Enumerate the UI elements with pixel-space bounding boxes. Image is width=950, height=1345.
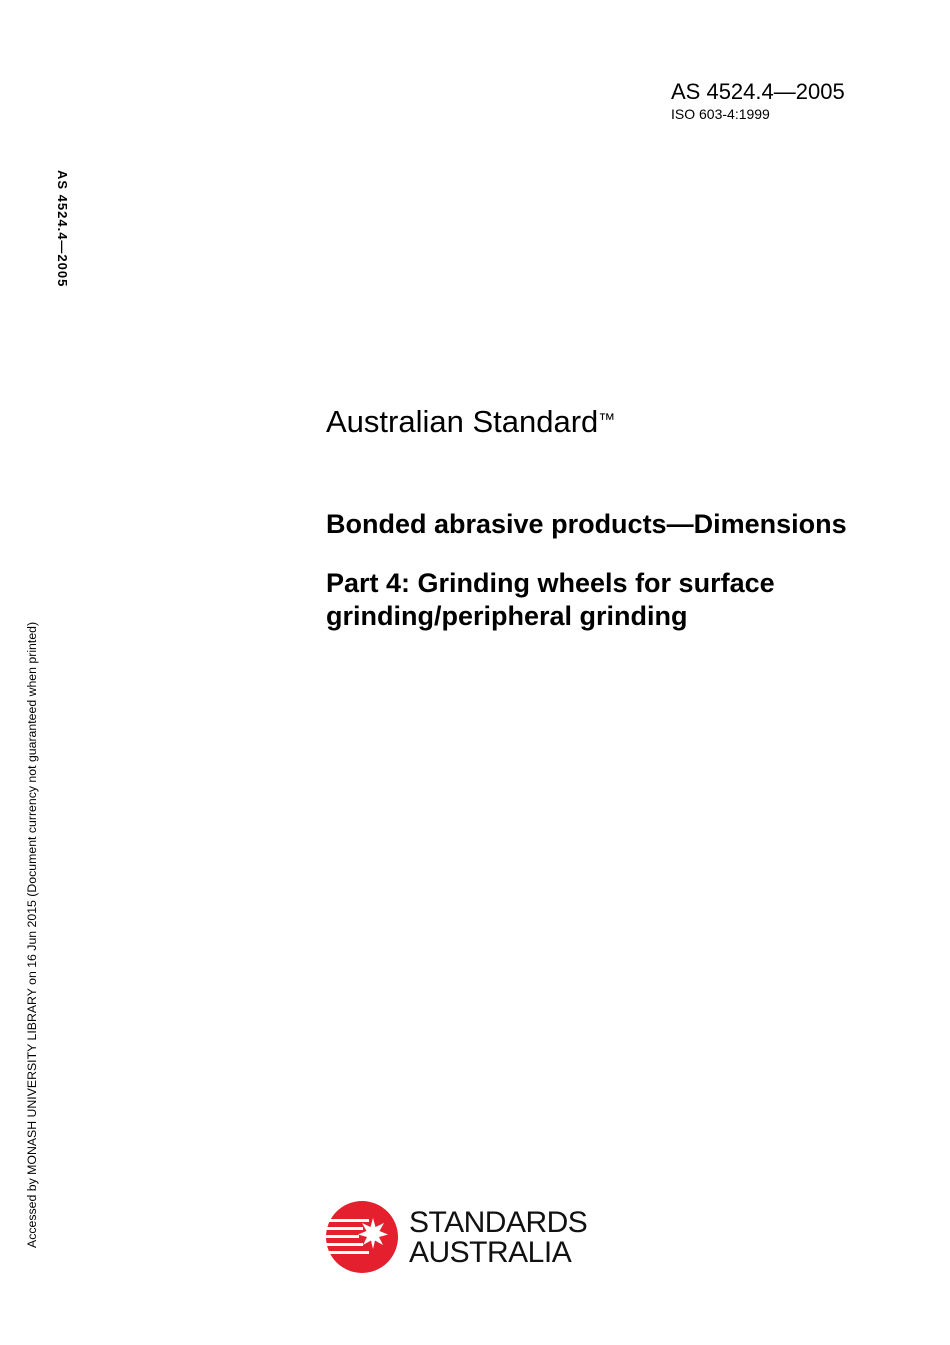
logo-wordmark — [409, 1208, 587, 1268]
part-title-line-1: Part 4: Grinding wheels for surface — [326, 568, 775, 598]
spine-standard-code: AS 4524.4—2005 — [55, 170, 70, 288]
logo-line-1: STANDARDS — [409, 1206, 588, 1239]
standards-australia-emblem-icon — [325, 1200, 399, 1274]
iso-reference: ISO 603-4:1999 — [671, 106, 770, 122]
part-title-line-2: grinding/peripheral grinding — [326, 601, 688, 631]
access-note: Accessed by MONASH UNIVERSITY LIBRARY on 16 Jun 2015 (Document currency not guaranteed when printed) — [25, 621, 39, 1248]
trademark-symbol: ™ — [598, 410, 616, 429]
document-title: Bonded abrasive products—Dimensions — [326, 509, 847, 539]
logo-line-2: AUSTRALIA — [409, 1236, 572, 1269]
standard-number: AS 4524.4—2005 — [671, 79, 845, 104]
part-title — [326, 567, 775, 633]
series-title-text: Australian Standard — [326, 404, 599, 439]
series-title — [326, 403, 615, 441]
standards-australia-logo — [325, 1200, 588, 1274]
